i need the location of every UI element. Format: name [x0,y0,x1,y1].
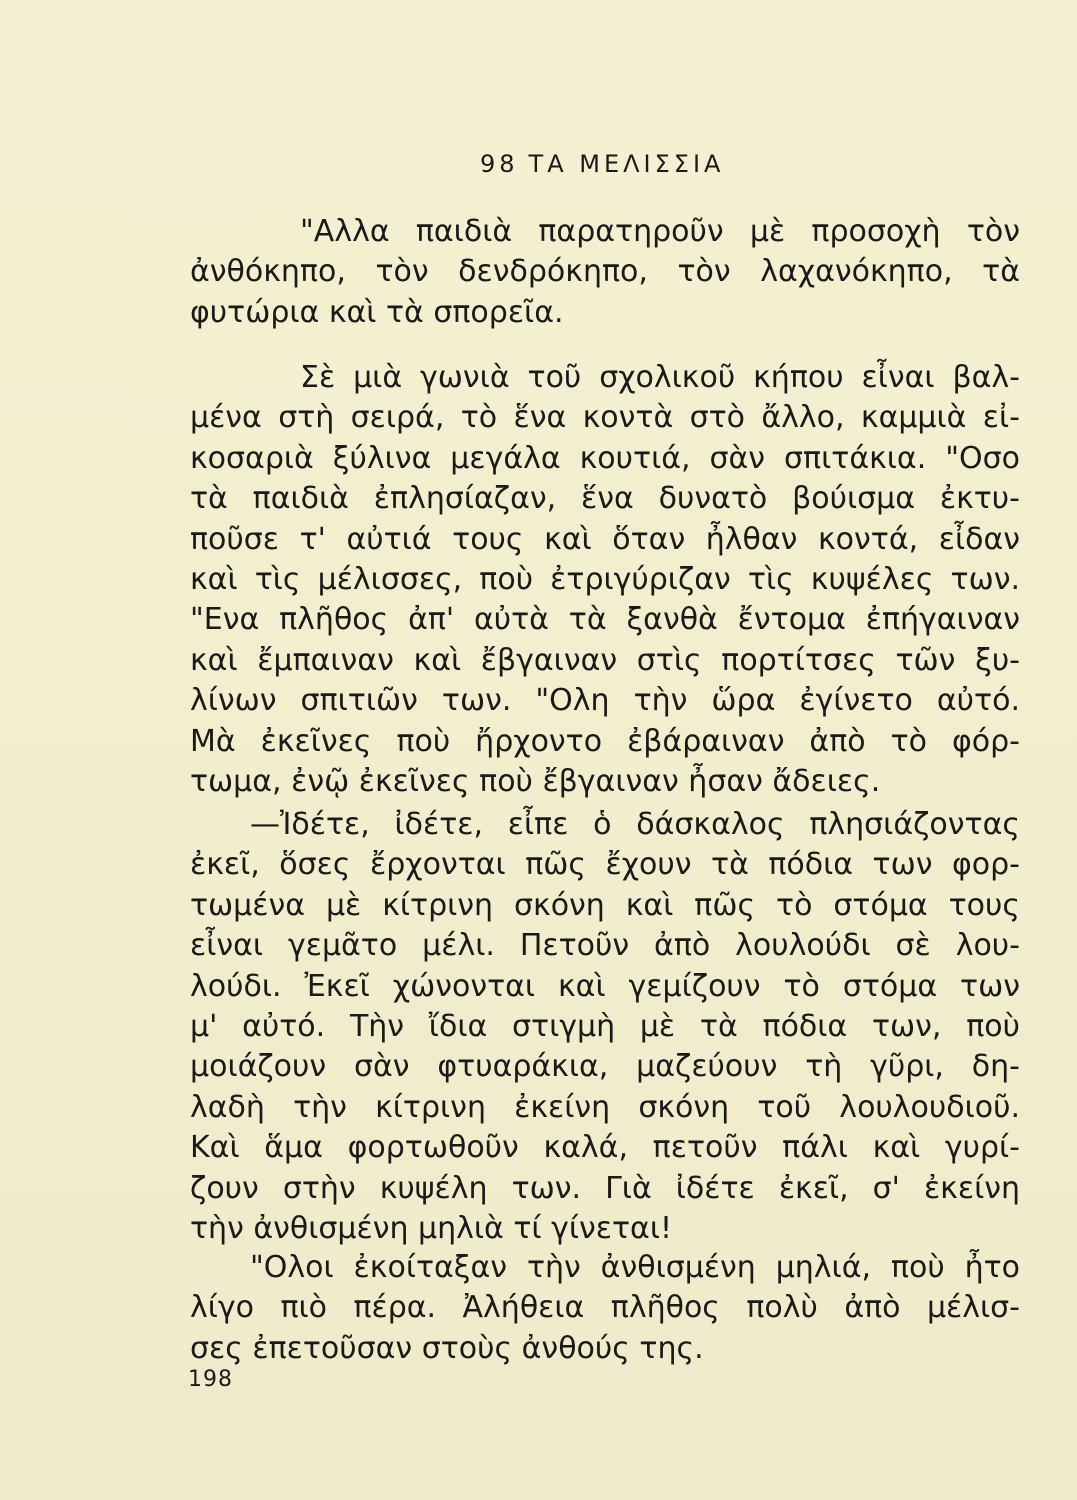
text-line: λούδι. Ἐκεῖ χώνονται καὶ γεμίζουν τὸ στόμα των [190,968,1020,1004]
text-line: ἐκεῖ, ὅσες ἔρχονται πῶς ἔχουν τὰ πόδια των φορ- [190,847,1020,883]
text-line: ζουν στὴν κυψέλη των. Γιὰ ἰδέτε ἐκεῖ, σ' ἐκείνη [190,1170,1020,1206]
paragraph-1 [190,212,1020,333]
text-line: "Ολοι ἐκοίταξαν τὴν ἀνθισμένη μηλιά, ποὺ ἦτο [250,1250,1020,1285]
text-line: —Ἰδέτε, ἰδέτε, εἶπε ὁ δάσκαλος πλησιάζοντας [250,807,1020,842]
text-line: μένα στὴ σειρά, τὸ ἕνα κοντὰ στὸ ἄλλο, καμμιὰ εἰ- [190,400,1020,436]
text-line: εἶναι γεμᾶτο μέλι. Πετοῦν ἀπὸ λουλούδι σὲ λου- [190,928,1020,964]
text-line: ἀνθόκηπο, τὸν δενδρόκηπο, τὸν λαχανόκηπο, τὰ [190,254,1020,290]
text-line: Καὶ ἅμα φορτωθοῦν καλά, πετοῦν πάλι καὶ γυρί- [190,1130,1020,1166]
text-line: ποῦσε τ' αὐτιά τους καὶ ὅταν ἦλθαν κοντά, εἶδαν [190,521,1020,557]
text-line: Σὲ μιὰ γωνιὰ τοῦ σχολικοῦ κήπου εἶναι βαλ- [300,360,1020,395]
paragraph-2 [190,358,1020,802]
text-line: Μὰ ἐκεῖνες ποὺ ἤρχοντο ἐβάραιναν ἀπὸ τὸ φόρ- [190,723,1020,759]
running-header [480,150,724,178]
text-line: σες ἐπετοῦσαν στοὺς ἀνθούς της. [190,1330,704,1366]
text-line: καὶ ἔμπαιναν καὶ ἔβγαιναν στὶς πορτίτσες τῶν ξυ- [190,642,1020,678]
text-line: καὶ τὶς μέλισσες, ποὺ ἐτριγύριζαν τὶς κυψέλες των. [190,562,1020,598]
paragraph-4 [190,1248,1020,1369]
text-line: τὰ παιδιὰ ἐπλησίαζαν, ἕνα δυνατὸ βούισμα ἐκτυ- [190,481,1020,517]
header-page-number: 98 [480,150,519,178]
text-line: λίνων σπιτιῶν των. "Ολη τὴν ὥρα ἐγίνετο αὐτό. [190,683,1020,719]
text-line: λαδὴ τὴν κίτρινη ἐκείνη σκόνη τοῦ λουλουδιοῦ. [190,1089,1020,1125]
text-line: "Ενα πλῆθος ἀπ' αὐτὰ τὰ ξανθὰ ἔντομα ἐπήγαιναν [190,602,1020,638]
text-line: φυτώρια καὶ τὰ σπορεῖα. [190,294,564,330]
text-line: τὴν ἀνθισμένη μηλιὰ τί γίνεται! [190,1211,672,1247]
paragraph-3-dialogue [190,805,1020,1249]
text-line: τωμα, ἐνῷ ἐκεῖνες ποὺ ἔβγαιναν ἦσαν ἄδειες. [190,764,881,800]
text-line: "Αλλα παιδιὰ παρατηροῦν μὲ προσοχὴ τὸν [300,214,1020,249]
text-line: μ' αὐτό. Τὴν ἴδια στιγμὴ μὲ τὰ πόδια των, ποὺ [190,1009,1020,1045]
folio-number: 198 [188,1367,233,1392]
text-line: λίγο πιὸ πέρα. Ἀλήθεια πλῆθος πολὺ ἀπὸ μέλισ- [190,1290,1020,1326]
text-line: τωμένα μὲ κίτρινη σκόνη καὶ πῶς τὸ στόμα τους [190,887,1020,923]
text-line: κοσαριὰ ξύλινα μεγάλα κουτιά, σὰν σπιτάκια. "Οσο [190,440,1020,476]
text-line: μοιάζουν σὰν φτυαράκια, μαζεύουν τὴ γῦρι, δη- [190,1049,1020,1085]
header-title: ΤΑ ΜΕΛΙΣΣΙΑ [528,150,725,178]
